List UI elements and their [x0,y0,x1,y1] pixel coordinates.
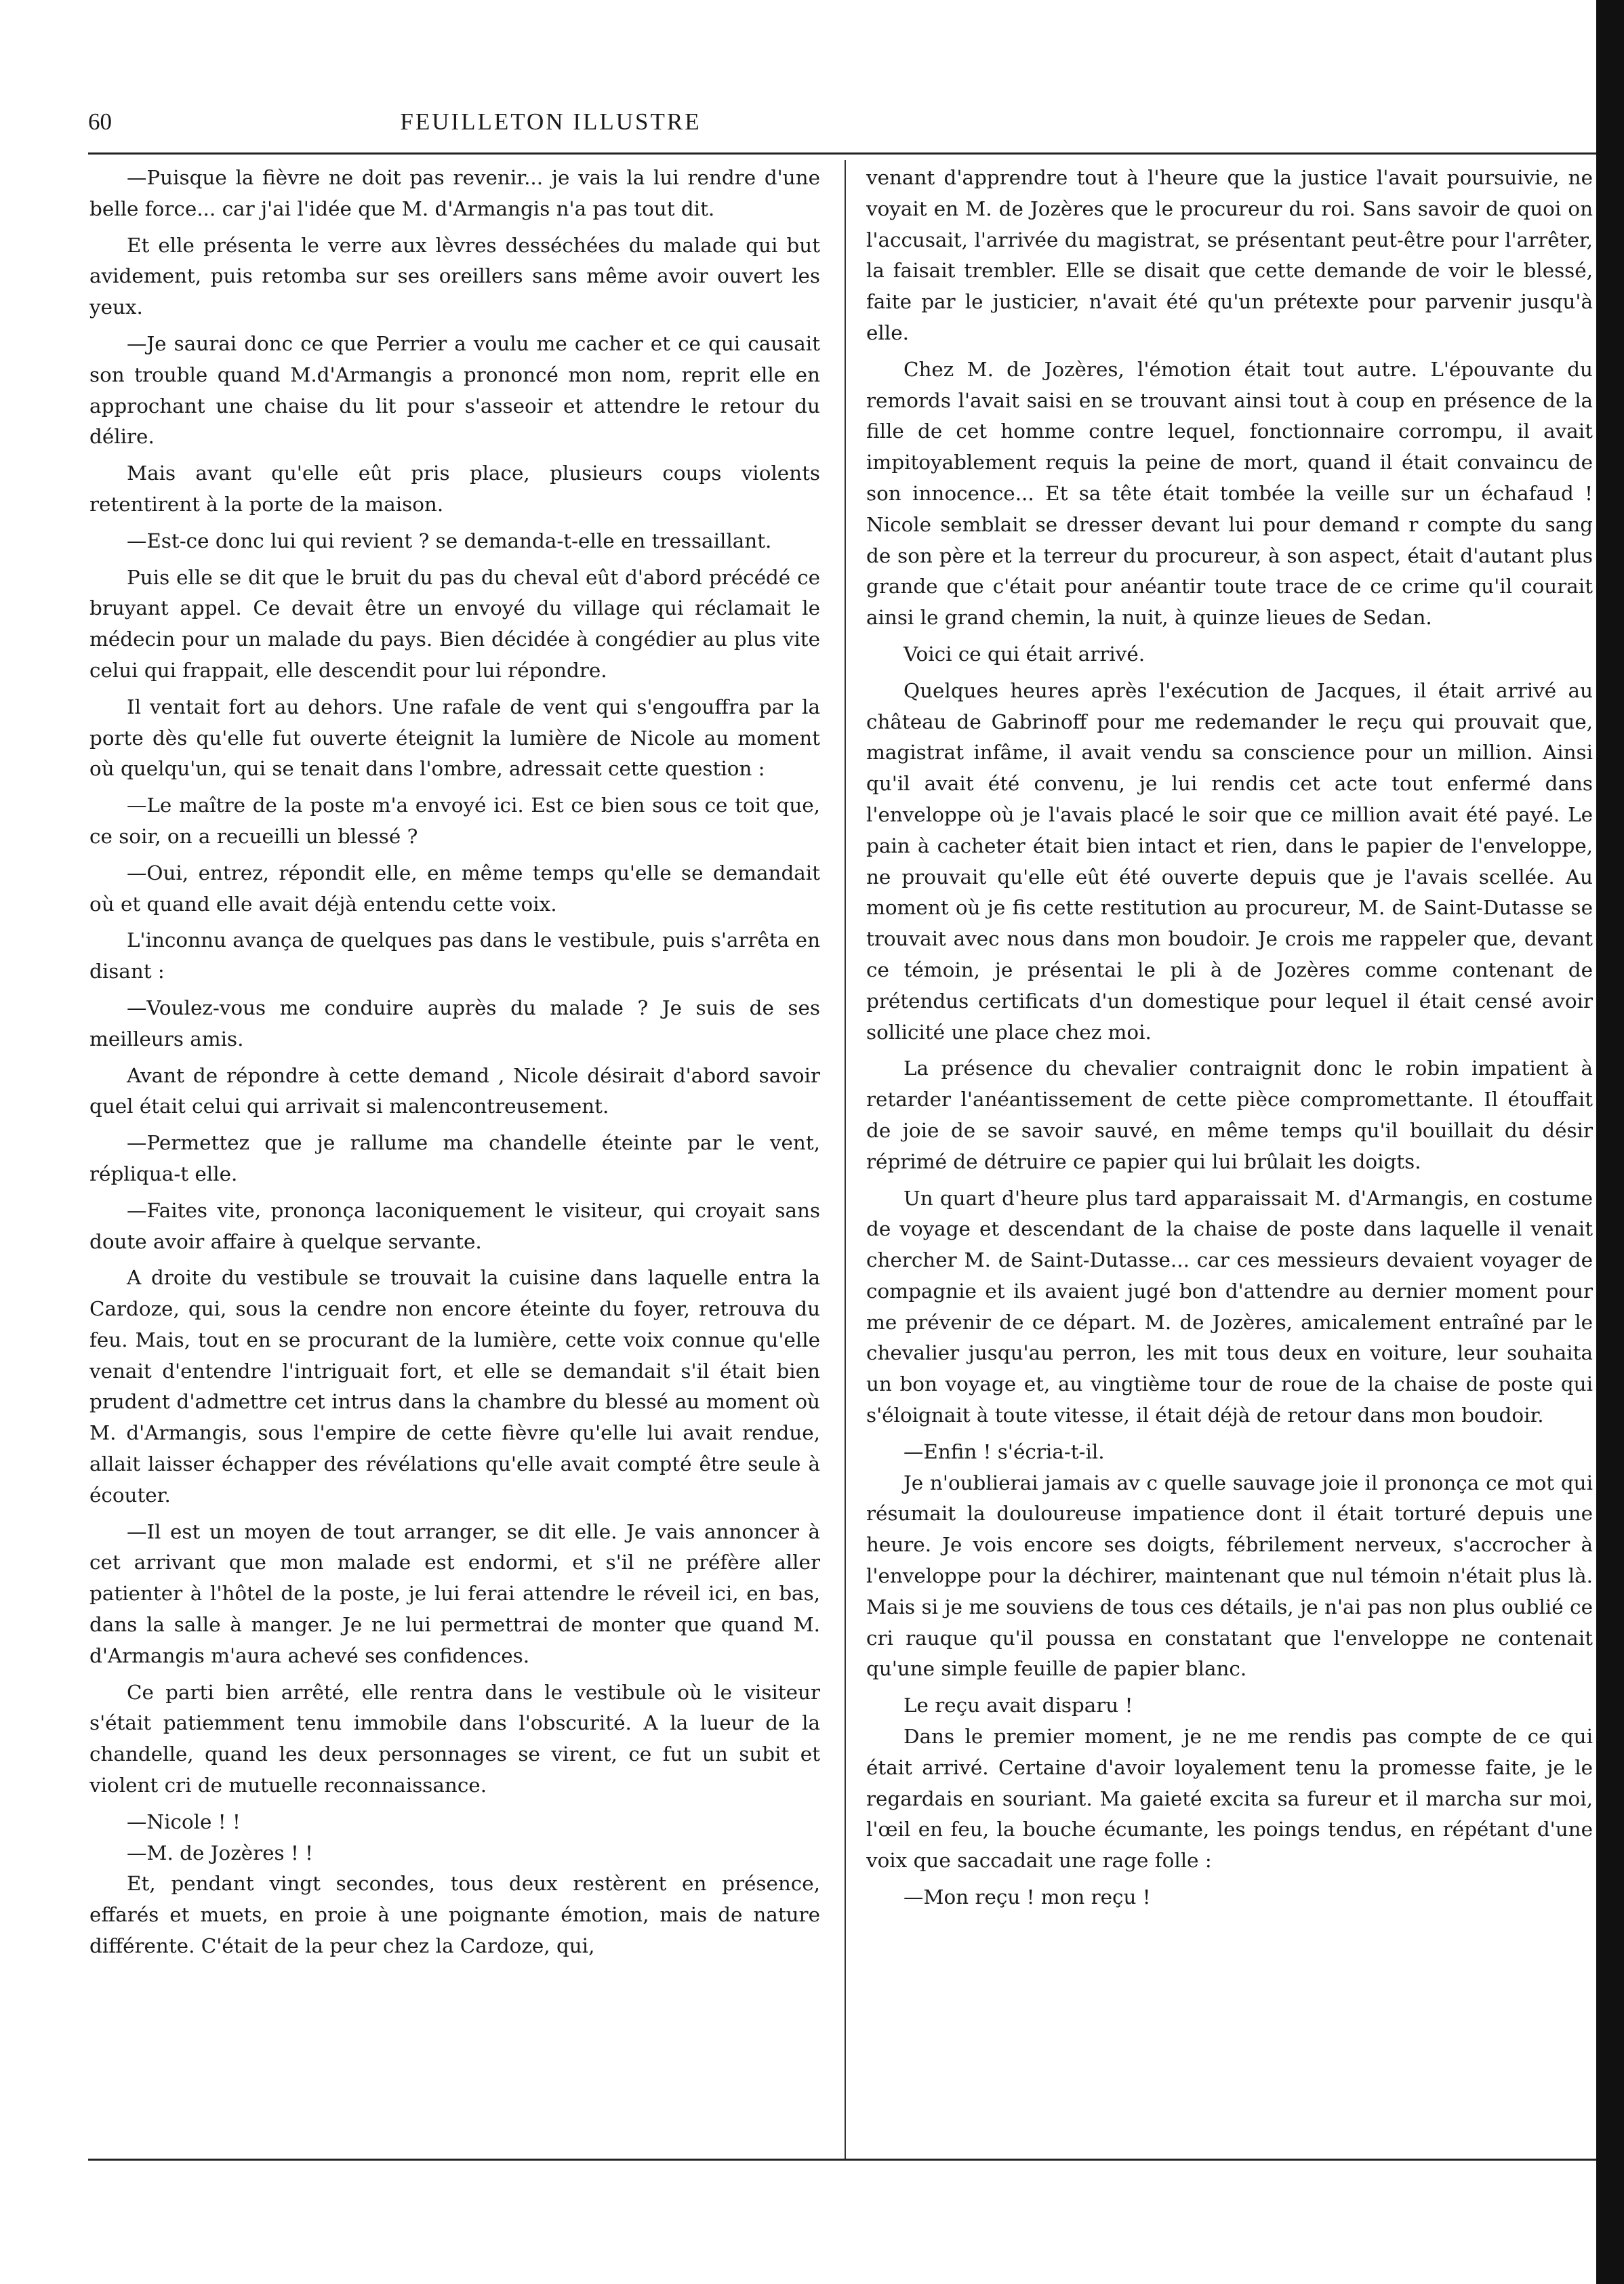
paragraph: Et elle présenta le verre aux lèvres desséchées du malade qui but avidement, puis retomba sur ses oreillers sans même avoir ouvert les yeux. [89,233,820,319]
paragraph: Le reçu avait disparu ! [904,1694,1133,1717]
column-divider [845,160,846,2159]
paragraph: —Le maître de la poste m'a envoyé ici. Est ce bien sous ce toit que, ce soir, on a recueilli un blessé ? [89,794,820,848]
right-column [866,163,1593,2152]
header-rule [88,152,1596,155]
paragraph: —M. de Jozères ! ! [127,1841,313,1864]
paragraph: Chez M. de Jozères, l'émotion était tout autre. L'épouvante du remords l'avait saisi en se trouvant ainsi tout à coup en présence de la fille de cet homme contre lequel, fonctionnaire corrompu, il avait impitoyablement requis la peine de mort, quand il était convaincu de son innocence... Et sa tête était tombée la veille sur un échafaud ! Nicole semblait se dresser devant lui pour demand r compte du sang de son père et la terreur du procureur, à son aspect, était d'autant plus grande que c'était pour anéantir toute trace de ce crime qu'il courait ainsi le grand chemin, la nuit, à quinze lieues de Sedan. [866,357,1593,630]
running-title: FEUILLETON ILLUSTRE [400,108,702,135]
paragraph: —Voulez-vous me conduire auprès du malade ? Je suis de ses meilleurs amis. [89,996,820,1051]
paragraph: —Mon reçu ! mon reçu ! [904,1885,1151,1909]
paragraph: Mais avant qu'elle eût pris place, plusieurs coups violents retentirent à la porte de la maison. [89,462,820,516]
paragraph: —Je saurai donc ce que Perrier a voulu me cacher et ce qui causait son trouble quand M.d'Armangis a prononcé mon nom, reprit elle en approchant une chaise du lit pour s'asseoir et attendre le retour du délire. [89,331,820,449]
paragraph: A droite du vestibule se trouvait la cuisine dans laquelle entra la Cardoze, qui, sous la cendre non encore éteinte du foyer, retrouva du feu. Mais, tout en se procurant de la lumière, cette voix connue qu'elle venait d'entendre l'intriguait fort, et elle se demandait s'il était bien prudent d'admettre cet intrus dans la chambre du blessé au moment où M. d'Armangis, sous l'empire de cette fièvre qu'elle lui avait rendue, allait laisser échapper des révélations qu'elle avait compté être seule à écouter. [89,1266,820,1507]
paragraph: L'inconnu avança de quelques pas dans le vestibule, puis s'arrêta en disant : [89,929,820,983]
paragraph: —Puisque la fièvre ne doit pas revenir... je vais la lui rendre d'une belle force... car j'ai l'idée que M. d'Armangis n'a pas tout dit. [89,166,820,220]
paragraph: —Est-ce donc lui qui revient ? se demanda-t-elle en tressaillant. [127,529,772,552]
footer-rule [88,2159,1596,2161]
paragraph: La présence du chevalier contraignit donc le robin impatient à retarder l'anéantissement de cette pièce compromettante. Il étouffait de joie de se savoir sauvé, en même temps qu'il bouillait du désir réprimé de détruire ce papier qui lui brûlait les doigts. [866,1057,1593,1173]
paragraph: Dans le premier moment, je ne me rendis pas compte de ce qui était arrivé. Certaine d'avoir loyalement tenu la promesse faite, je le regardais en souriant. Ma gaieté excita sa fureur et il marcha sur moi, l'œil en feu, la bouche écumante, les poings tendus, en répétant d'une voix que saccadait une rage folle : [866,1725,1593,1873]
left-column [89,163,820,2152]
paragraph: —Nicole ! ! [127,1810,241,1833]
paragraph: —Faites vite, prononça laconiquement le visiteur, qui croyait sans doute avoir affaire à quelque servante. [89,1198,820,1253]
paragraph: Et, pendant vingt secondes, tous deux restèrent en présence, effarés et muets, en proie à une poignante émotion, mais de nature différente. C'était de la peur chez la Cardoze, qui, [89,1872,820,1958]
page-number: 60 [88,108,112,135]
paragraph: venant d'apprendre tout à l'heure que la justice l'avait poursuivie, ne voyait en M. de Jozères que le procureur du roi. Sans savoir de quoi on l'accusait, l'arrivée du magistrat, se présentant peut-être pour l'arrêter, la faisait trembler. Elle se disait que cette demande de voir le blessé, faite par le justicier, n'avait été qu'un prétexte pour parvenir jusqu'à elle. [866,166,1593,344]
paragraph: Il ventait fort au dehors. Une rafale de vent qui s'engouffra par la porte dès qu'elle fut ouverte éteignit la lumière de Nicole au moment où quelqu'un, qui se tenait dans l'ombre, adressait cette question : [89,695,820,781]
page-header [88,108,1013,149]
paragraph: Ce parti bien arrêté, elle rentra dans le vestibule où le visiteur s'était patiemment tenu immobile dans l'obscurité. A la lueur de la chandelle, quand les deux personnages se virent, ce fut un subit et violent cri de mutuelle reconnaissance. [89,1680,820,1797]
paragraph: Je n'oublierai jamais av c quelle sauvage joie il prononça ce mot qui résumait la douloureuse impatience dont il était torturé depuis une heure. Je vois encore ses doigts, fébrilement nerveux, s'accrocher à l'enveloppe pour la déchirer, maintenant que nul témoin n'était plus là. Mais si je me souviens de tous ces détails, je n'ai pas non plus oublié ce cri rauque qu'il poussa en constatant que l'enveloppe ne contenait qu'une simple feuille de papier blanc. [866,1471,1593,1681]
paragraph: Voici ce qui était arrivé. [904,642,1145,666]
paragraph: Quelques heures après l'exécution de Jacques, il était arrivé au château de Gabrinoff pour me redemander le reçu qui prouvait que, magistrat infâme, il avait vendu sa conscience pour un million. Ainsi qu'il avait été convenu, je lui rendis cet acte tout enfermé dans l'enveloppe où je l'avais placé le soir que ce million avait été payé. Le pain à cacheter était bien intact et rien, dans le papier de l'enveloppe, ne prouvait qu'elle eût été ouverte depuis que je l'avais scellée. Au moment où je fis cette restitution au procureur, M. de Saint-Dutasse se trouvait avec nous dans mon boudoir. Je crois me rappeler que, devant ce témoin, je présentai le pli à de Jozères comme contenant de prétendus certificats d'un domestique pour lequel il était censé avoir sollicité une place chez moi. [866,678,1593,1044]
paragraph: —Il est un moyen de tout arranger, se dit elle. Je vais annoncer à cet arrivant que mon malade est endormi, et s'il ne préfère aller patienter à l'hôtel de la poste, je lui ferai attendre le réveil ici, en bas, dans la salle à manger. Je ne lui permettrai de monter que quand M. d'Armangis m'aura achevé ses confidences. [89,1520,820,1667]
paragraph: —Permettez que je rallume ma chandelle éteinte par le vent, répliqua-t elle. [89,1131,820,1185]
paragraph: Puis elle se dit que le bruit du pas du cheval eût d'abord précédé ce bruyant appel. Ce devait être un envoyé du village qui réclamait le médecin pour un malade du pays. Bien décidée à congédier au plus vite celui qui frappait, elle descendit pour lui répondre. [89,565,820,682]
paragraph: Un quart d'heure plus tard apparaissait M. d'Armangis, en costume de voyage et descendant de la chaise de poste dans laquelle il venait chercher M. de Saint-Dutasse... car ces messieurs devaient voyager de compagnie et ils avaient jugé bon d'attendre au dernier moment pour me prévenir de ce départ. M. de Jozères, amicalement entraîné par le chevalier jusqu'au perron, les mit tous deux en voiture, leur souhaita un bon voyage et, au vingtième tour de roue de la chaise de poste qui s'éloignait à toute vitesse, il était déjà de retour dans mon boudoir. [866,1186,1593,1427]
paragraph: Avant de répondre à cette demand , Nicole désirait d'abord savoir quel était celui qui arrivait si malencontreusement. [89,1063,820,1118]
paragraph: —Enfin ! s'écria-t-il. [904,1440,1105,1463]
paragraph: —Oui, entrez, répondit elle, en même temps qu'elle se demandait où et quand elle avait déjà entendu cette voix. [89,861,820,916]
scan-edge-bar [1596,0,1624,2284]
